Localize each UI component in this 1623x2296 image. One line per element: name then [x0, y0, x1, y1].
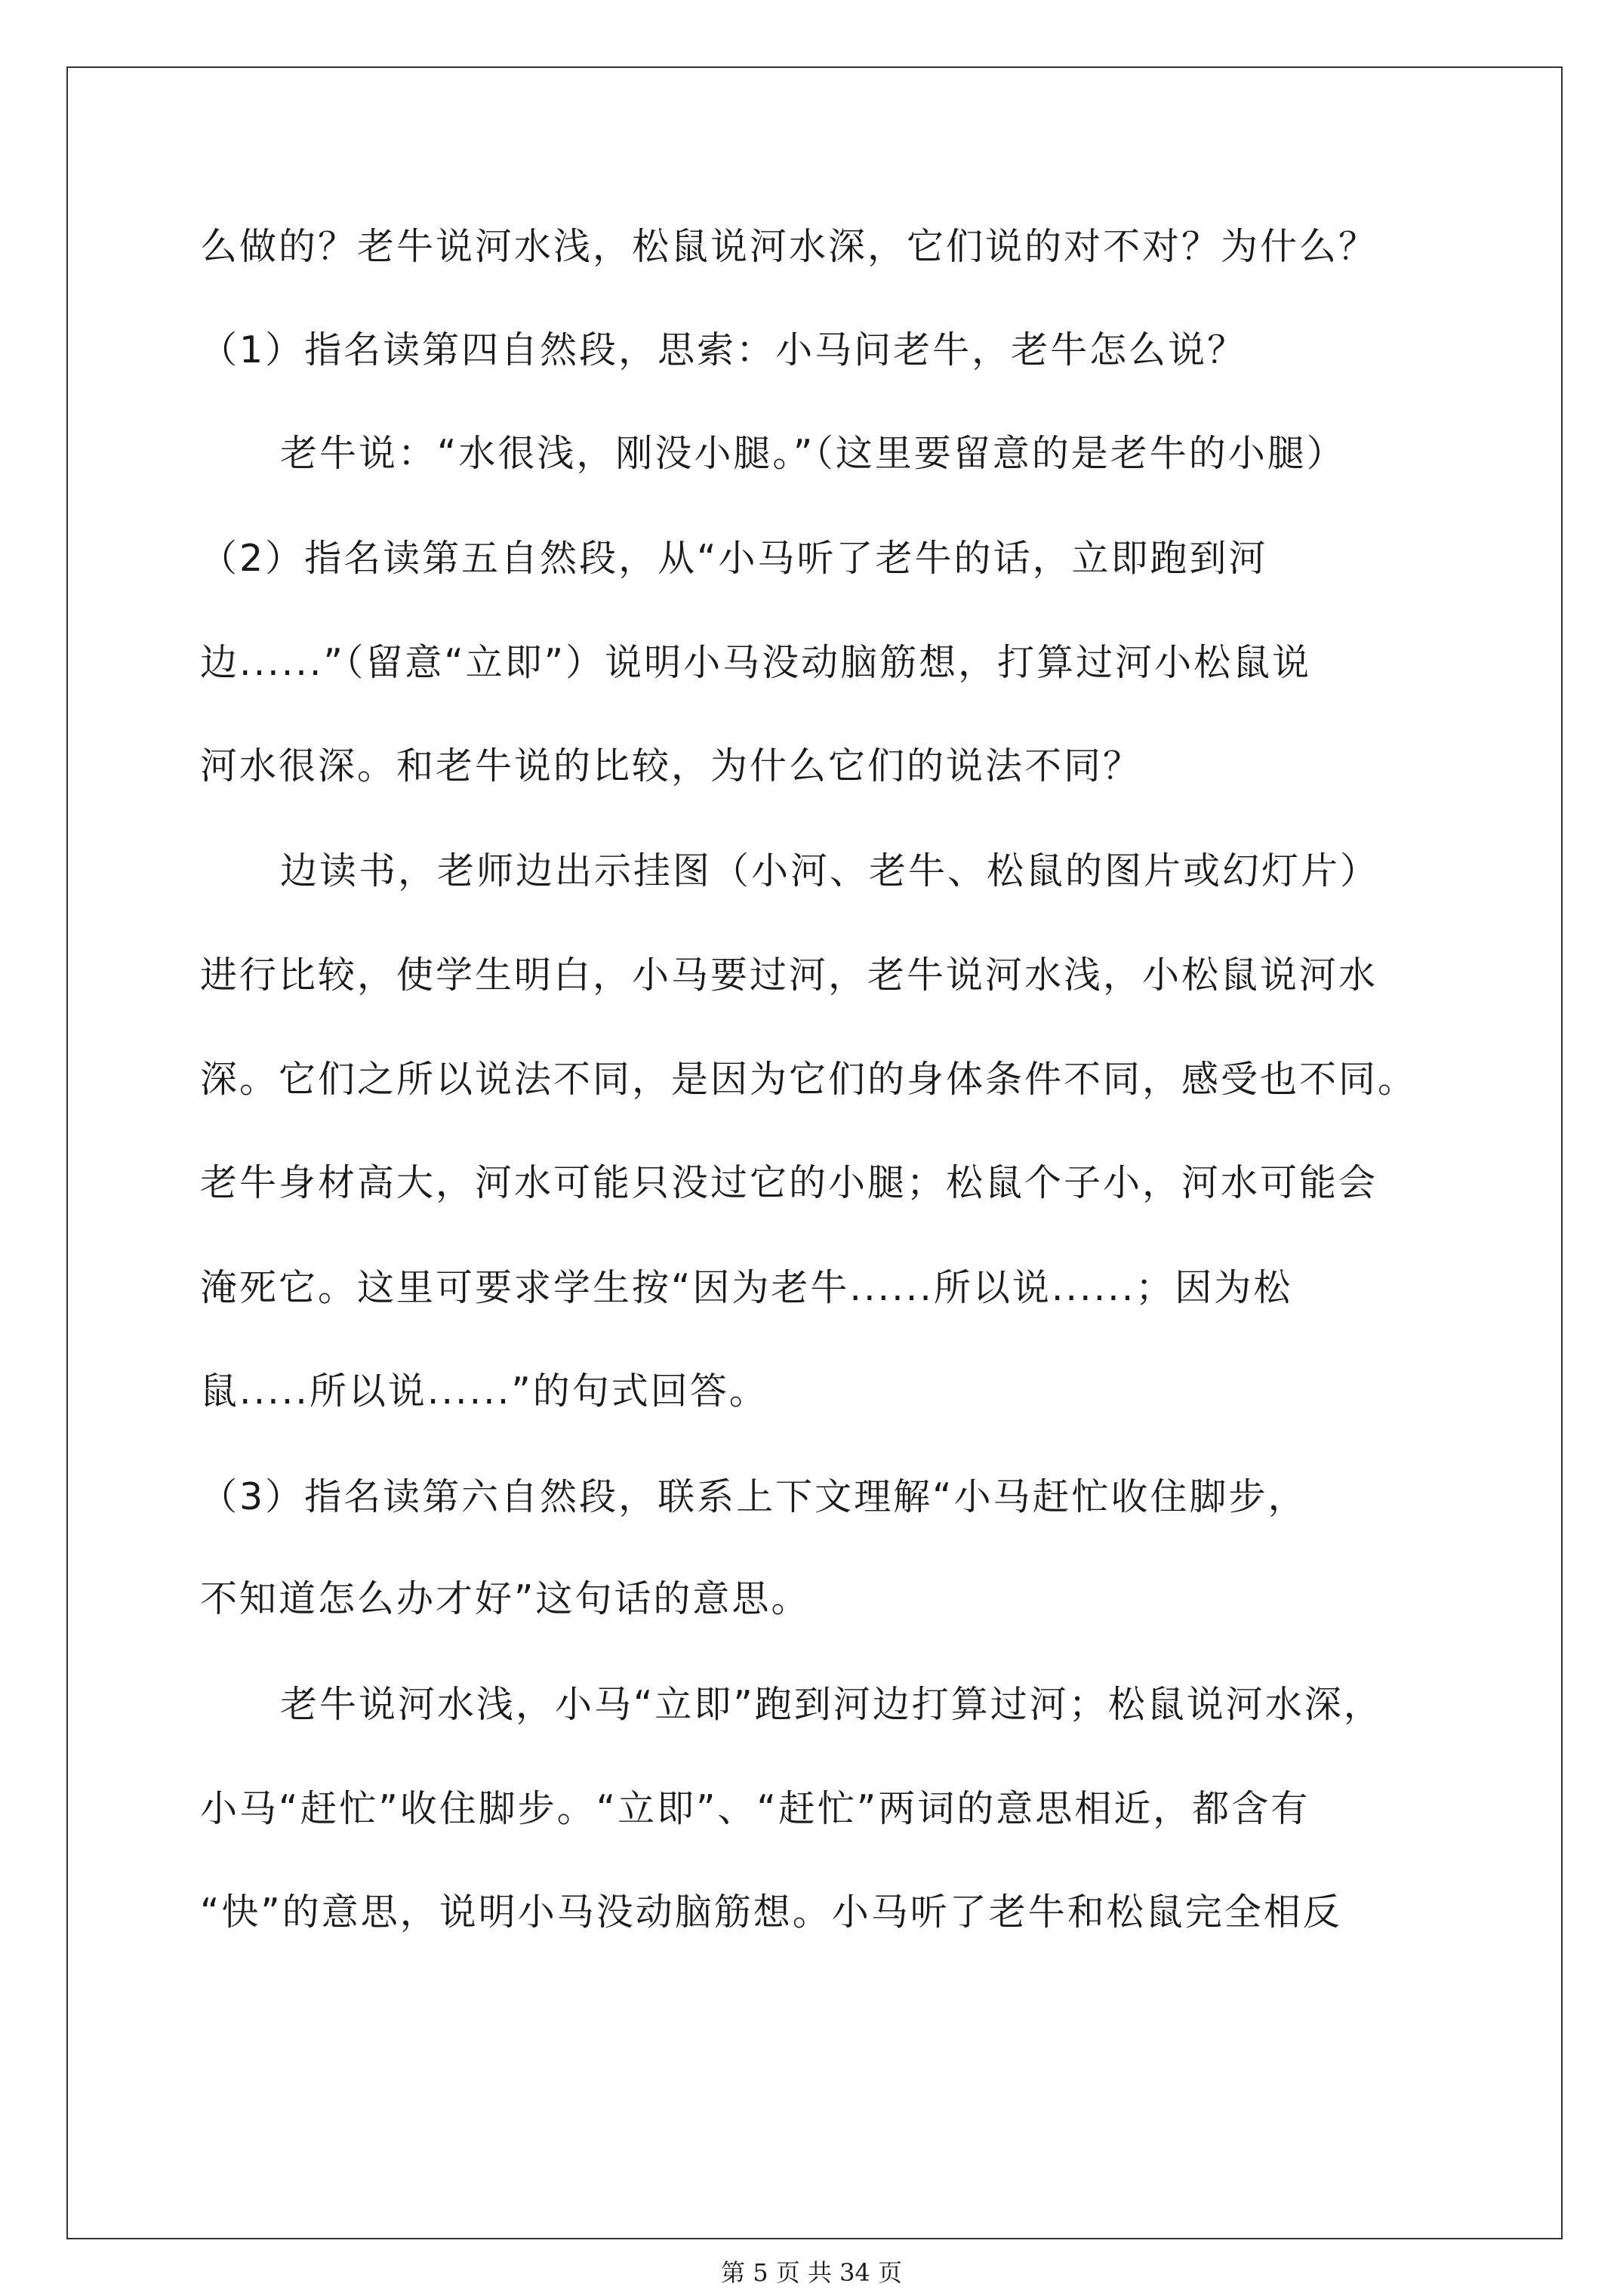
text-line: 鼠.....所以说......”的句式回答。: [200, 1370, 768, 1413]
text-line: 边......”（留意“立即”）说明小马没动脑筋想，打算过河小松鼠说: [200, 641, 1312, 684]
text-line: 不知道怎么办才好”这句话的意思。: [200, 1577, 811, 1620]
text-line: 老牛身材高大，河水可能只没过它的小腿；松鼠个子小，河水可能会: [200, 1161, 1378, 1204]
text-line: “快”的意思，说明小马没动脑筋想。小马听了老牛和松鼠完全相反: [200, 1891, 1342, 1934]
text-line: 河水很深。和老牛说的比较，为什么它们的说法不同？: [200, 744, 1143, 787]
text-line: （3）指名读第六自然段，联系上下文理解“小马赶忙收住脚步，: [200, 1475, 1307, 1518]
page-number: 第 5 页 共 34 页: [721, 2258, 902, 2287]
text-line: 老牛说河水浅，小马“立即”跑到河边打算过河；松鼠说河水深，: [280, 1683, 1383, 1726]
text-line: （1）指名读第四自然段，思索：小马问老牛，老牛怎么说？: [200, 328, 1247, 371]
text-line: 小马“赶忙”收住脚步。“立即”、“赶忙”两词的意思相近，都含有: [200, 1787, 1310, 1830]
text-line: 边读书，老师边出示挂图（小河、老牛、松鼠的图片或幻灯片）: [280, 849, 1380, 892]
text-line: 老牛说：“水很浅，刚没小腿。”（这里要留意的是老牛的小腿）: [280, 432, 1346, 475]
text-line: 进行比较，使学生明白，小马要过河，老牛说河水浅，小松鼠说河水: [200, 954, 1378, 997]
text-line: （2）指名读第五自然段，从“小马听了老牛的话，立即跑到河: [200, 537, 1268, 580]
text-line: 么做的？老牛说河水浅，松鼠说河水深，它们说的对不对？为什么？: [200, 225, 1378, 268]
text-line: 深。它们之所以说法不同，是因为它们的身体条件不同，感受也不同。: [200, 1058, 1418, 1101]
text-line: 淹死它。这里可要求学生按“因为老牛......所以说......；因为松: [200, 1266, 1293, 1309]
